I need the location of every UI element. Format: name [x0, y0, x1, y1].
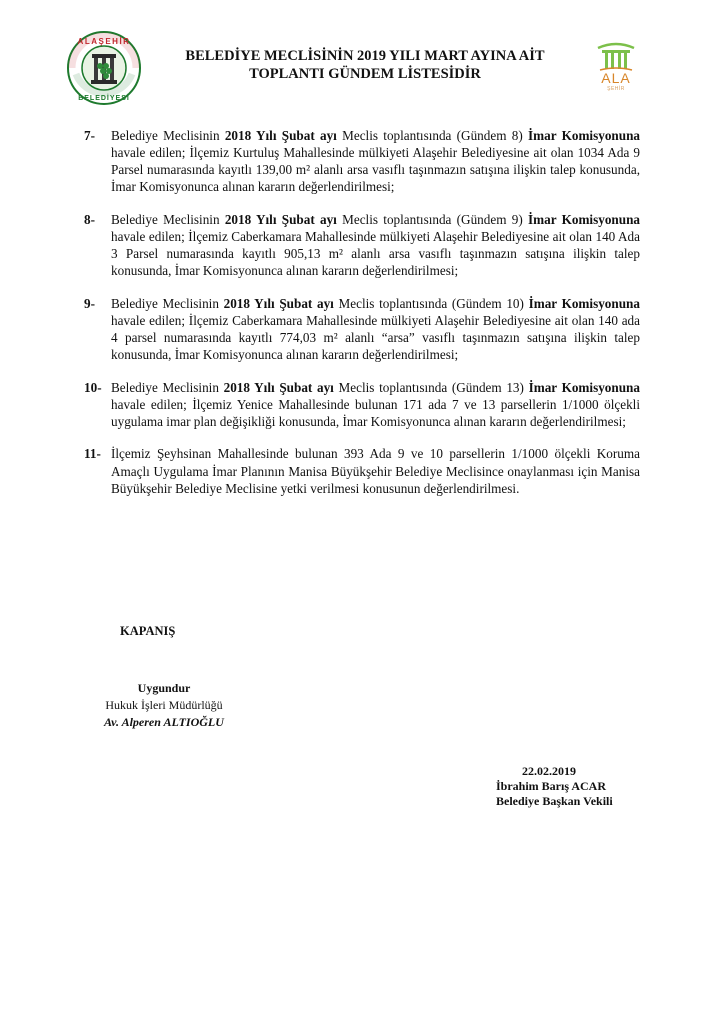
agenda-item-text: Belediye Meclisinin 2018 Yılı Şubat ayı Meclis toplantısında (Gündem 10) İmar Komisyonuna havale edilen; İlçemiz Caberkamara Mahallesinde mülkiyeti Alaşehir Belediyesine ait olan 140 ada 4 parsel numarasında kayıtlı 774,03 m² alanlı “arsa” vasıflı taşınmazın satışına ilişkin talep konusunda, İmar Komisyonunca alınan kararın değerlendirilmesi; — [111, 295, 640, 363]
agenda-item — [84, 379, 640, 430]
ala-logo-subtext: ŞEHİR — [607, 86, 625, 92]
approval-block — [84, 680, 244, 731]
agenda-item-number: 8- — [84, 211, 95, 227]
ala-logo-text: ALA — [601, 70, 631, 86]
signatory-name: İbrahim Barış ACAR — [496, 779, 607, 793]
title-line-2: TOPLANTI GÜNDEM LİSTESİDİR — [249, 66, 481, 82]
agenda-item — [84, 295, 640, 363]
title-line-1: BELEDİYE MECLİSİNİN 2019 YILI MART AYINA AİT — [185, 48, 545, 64]
agenda-item — [84, 211, 640, 279]
agenda-item — [84, 127, 640, 195]
agenda-item — [84, 445, 640, 496]
agenda-list — [84, 127, 640, 512]
agenda-item-text: Belediye Meclisinin 2018 Yılı Şubat ayı Meclis toplantısında (Gündem 13) İmar Komisyonuna havale edilen; İlçemiz Yenice Mahallesinde bulunan 171 ada 7 ve 13 parsellerin 1/1000 ölçekli uygulama imar plan değişikliği konusunda, İmar Komisyonunca alınan kararın değerlendirilmesi; — [111, 379, 640, 429]
agenda-item-text: Belediye Meclisinin 2018 Yılı Şubat ayı Meclis toplantısında (Gündem 9) İmar Komisyonuna havale edilen; İlçemiz Caberkamara Mahallesinde mülkiyeti Alaşehir Belediyesine ait olan 140 Ada 3 Parsel numarasında kayıtlı 905,13 m² alanlı arsa vasıflı taşınmazın satışına ilişkin talep konusunda, İmar Komisyonunca alınan kararın değerlendirilmesi; — [111, 211, 641, 279]
signature-block — [496, 764, 613, 809]
agenda-item-number: 9- — [84, 295, 95, 311]
agenda-item-number: 10- — [84, 379, 102, 395]
signature-date: 22.02.2019 — [522, 764, 576, 778]
document-title — [150, 47, 580, 83]
signatory-title: Belediye Başkan Vekili — [496, 794, 613, 808]
approval-label: Uygundur — [137, 681, 191, 695]
agenda-item-number: 7- — [84, 128, 95, 143]
agenda-item-text: İlçemiz Şeyhsinan Mahallesinde bulunan 393 Ada 9 ve 10 parsellerin 1/1000 ölçekli Koruma Amaçlı Uygulama İmar Planının Manisa Büyükşehir Belediye Meclisince onaylanması için Manisa Büyükşehir Belediye Meclisine yetki verilmesi konusunun değerlendirilmesi. — [111, 446, 640, 496]
agenda-item-text: Belediye Meclisinin 2018 Yılı Şubat ayı Meclis toplantısında (Gündem 8) İmar Komisyonuna havale edilen; İlçemiz Kurtuluş Mahallesinde mülkiyeti Alaşehir Belediyesine ait olan 1034 Ada 9 Parsel numarasında kayıtlı 139,00 m² alanlı arsa vasıflı taşınmazın satışına ilişkin talep konusunda, İmar Komisyonunca alınan kararın değerlendirilmesi; — [111, 128, 641, 195]
svg-text:ALAŞEHİR: ALAŞEHİR — [77, 37, 131, 46]
svg-text:BELEDİYESİ: BELEDİYESİ — [78, 95, 130, 102]
approval-department: Hukuk İşleri Müdürlüğü — [105, 698, 223, 712]
agenda-item-number: 11- — [84, 446, 101, 462]
closing-heading: KAPANIŞ — [120, 624, 176, 638]
alasehir-municipality-logo — [66, 30, 142, 106]
approval-name: Av. Alperen ALTIOĞLU — [104, 715, 224, 729]
